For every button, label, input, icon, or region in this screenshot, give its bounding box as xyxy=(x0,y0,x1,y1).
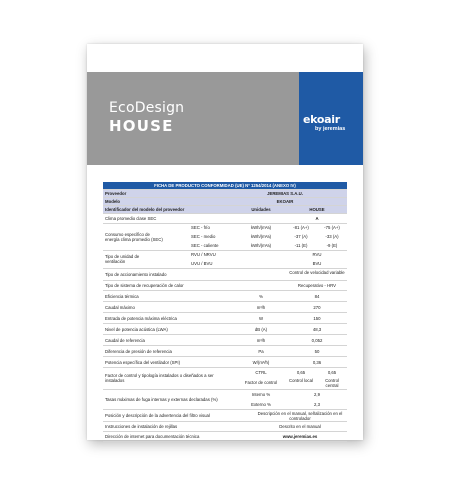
ctrl-value-b: 0,65 xyxy=(327,370,337,375)
web-value: www.jeremias.es xyxy=(282,434,318,439)
header-identifier: Identificador del modelo del proveedor xyxy=(105,207,185,212)
row-proveedor xyxy=(103,190,347,198)
advertencia-value: Descripción en el manual, señalización en el controlador xyxy=(257,411,343,421)
row-potencia-electrica xyxy=(103,313,347,324)
row-modelo xyxy=(103,198,347,206)
header-grey-panel xyxy=(87,72,299,165)
caudal-referencia-label: Caudal de referencia xyxy=(105,338,145,343)
row-eficiencia xyxy=(103,291,347,302)
sec-frio-label: SEC - frío xyxy=(191,225,210,230)
rejillas-label: Instrucciones de instalación de rejillas xyxy=(105,424,178,429)
fugas-label: Tasas máximas de fuga internas y externas declaradas (%) xyxy=(105,397,218,402)
eficiencia-value: 84 xyxy=(314,294,320,299)
potencia-ventilador-unit: W/(m³/h) xyxy=(252,360,270,365)
potencia-electrica-unit: W xyxy=(258,316,264,321)
accionamiento-value: Control de velocidad variable xyxy=(289,270,345,275)
control-local: Control local xyxy=(289,378,313,383)
row-rejillas xyxy=(103,422,347,432)
potencia-electrica-value: 150 xyxy=(313,316,321,321)
web-label: Dirección de internet para documentación técnica xyxy=(105,434,200,439)
sec-caliente-unit: kWh/(m²a) xyxy=(250,243,272,248)
sec-label: Consumo específico de energía clima promedio (SEC) xyxy=(105,232,163,242)
factor-control-label: Factor de control y tipología instalados o diseñados a ser instalados xyxy=(105,373,214,383)
potencia-electrica-label: Entrada de potencia máxima eléctrica xyxy=(105,316,177,321)
row-direccion-web xyxy=(103,432,347,442)
row-fugas xyxy=(103,390,347,410)
eficiencia-label: Eficiencia térmica xyxy=(105,294,139,299)
caudal-maximo-label: Caudal máximo xyxy=(105,305,135,310)
ekoair-logo: ekoair xyxy=(303,113,340,126)
title-ecodesign: EcoDesign xyxy=(109,100,185,116)
sec-medio-b: -33 (A) xyxy=(325,234,339,239)
row-sec-group xyxy=(103,224,347,251)
row-potencia-acustica xyxy=(103,324,347,335)
row-potencia-ventilador xyxy=(103,357,347,368)
caudal-referencia-value: 0,052 xyxy=(311,338,323,343)
fuga-interno-value: 2,9 xyxy=(314,392,320,397)
ctrl-label: CTRL xyxy=(255,370,267,375)
recuperacion-label: Tipo de sistema de recuperación de calor xyxy=(105,283,184,288)
modelo-value: EKOAIR xyxy=(276,199,294,204)
row-caudal-maximo xyxy=(103,302,347,313)
ctrl-value-a: 0,65 xyxy=(296,370,306,375)
fuga-externo-value: 2,3 xyxy=(314,402,320,407)
rvu-nrvu-value: RVU xyxy=(312,252,322,257)
eficiencia-unit: % xyxy=(259,294,263,299)
sec-medio-unit: kWh/(m²a) xyxy=(250,234,272,239)
diferencia-presion-label: Diferencia de presión de referencia xyxy=(105,349,172,354)
accionamiento-label: Tipo de accionamiento instalado xyxy=(105,272,167,277)
row-tipo-ventilacion xyxy=(103,251,347,269)
row-clima xyxy=(103,214,347,224)
proveedor-value: JEREMIAS S.A.U. xyxy=(267,191,303,196)
modelo-label: Modelo xyxy=(105,199,121,204)
sec-caliente-label: SEC - caliente xyxy=(191,243,219,248)
caudal-maximo-unit: m³/h xyxy=(256,305,266,310)
fuga-interno-label: Interno % xyxy=(251,392,271,397)
row-factor-control xyxy=(103,368,347,390)
header-units: Unidades xyxy=(251,207,271,212)
row-advertencia xyxy=(103,410,347,422)
fuga-externo-label: Externo % xyxy=(251,402,271,407)
caudal-maximo-value: 270 xyxy=(313,305,321,310)
clima-label: Clima promedio clase SEC xyxy=(105,216,157,221)
row-column-headers xyxy=(103,206,347,214)
control-central: Control central xyxy=(325,378,339,388)
diferencia-presion-value: 50 xyxy=(314,349,320,354)
tipo-ventilacion-label: Tipo de unidad de ventilación xyxy=(105,254,140,264)
caudal-referencia-unit: m³/h xyxy=(256,338,266,343)
sec-caliente-b: -9 (E) xyxy=(326,243,338,248)
potencia-acustica-label: Nivel de potencia acústica (LWA) xyxy=(105,327,168,332)
jeremias-logo-text: by jeremias xyxy=(315,126,346,132)
sec-caliente-a: -11 (E) xyxy=(294,243,308,248)
potencia-ventilador-label: Potencia específica del ventilador (SPI) xyxy=(105,360,180,365)
sec-frio-b: -75 (A+) xyxy=(324,225,340,230)
uvu-bvu-label: UVU / BVU xyxy=(191,261,213,266)
brand-logo-panel xyxy=(299,72,363,165)
clima-value: A xyxy=(315,216,319,221)
row-recuperacion xyxy=(103,281,347,291)
sec-frio-a: -81 (A+) xyxy=(293,225,309,230)
table-title: FICHA DE PRODUCTO CONFORMIDAD (UE) Nº 1254/2014 (ANEXO IV) xyxy=(103,182,347,190)
product-data-table xyxy=(103,182,347,442)
rvu-nrvu-label: RVU / NRVU xyxy=(191,252,216,257)
potencia-ventilador-value: 0,36 xyxy=(312,360,322,365)
potencia-acustica-value: 48,3 xyxy=(312,327,322,332)
product-sheet-page xyxy=(87,44,363,440)
row-caudal-referencia xyxy=(103,335,347,346)
header-house: HOUSE xyxy=(309,207,325,212)
row-diferencia-presion xyxy=(103,346,347,357)
header-banner xyxy=(87,72,363,165)
proveedor-label: Proveedor xyxy=(105,191,127,196)
sec-medio-a: -37 (A) xyxy=(294,234,308,239)
advertencia-label: Posición y descripción de la advertencia del filtro visual xyxy=(105,413,210,418)
potencia-acustica-unit: dB (A) xyxy=(254,327,268,332)
sec-frio-unit: kWh/(m²a) xyxy=(250,225,272,230)
uvu-bvu-value: BVU xyxy=(312,261,322,266)
rejillas-value: Descrito en el manual xyxy=(279,424,321,429)
recuperacion-value: Recuperativo - HRV xyxy=(297,283,337,288)
sec-medio-label: SEC - medio xyxy=(191,234,216,239)
factor-control-sublabel: Factor de control xyxy=(244,380,278,385)
row-accionamiento xyxy=(103,269,347,281)
title-house: HOUSE xyxy=(109,117,174,135)
diferencia-presion-unit: Pa xyxy=(258,349,264,354)
